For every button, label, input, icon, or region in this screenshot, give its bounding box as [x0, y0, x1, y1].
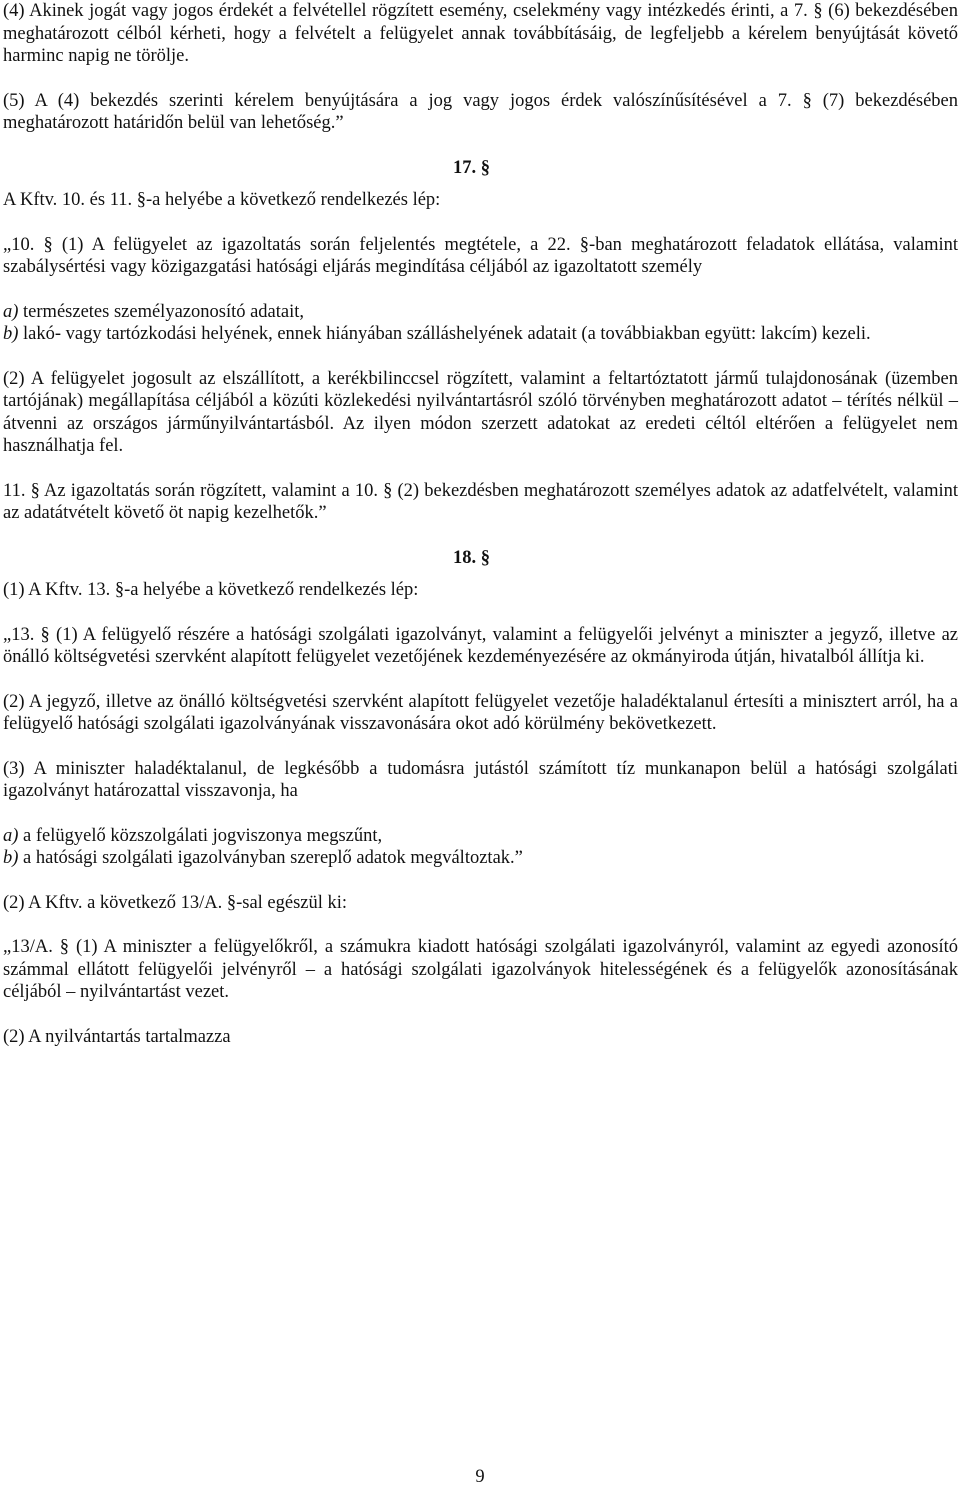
list-label-a2: a) — [3, 825, 19, 846]
list-text-b: lakó- vagy tartózkodási helyének, ennek hiányában szálláshelyének adatait (a továbbiakban együtt: lakcím) kezeli. — [18, 324, 871, 344]
section-13-paragraph-3: (3) A miniszter haladéktalanul, de legkésőbb a tudomásra jutástól számított tíz munkanapon belül a hatósági szolgálati igazolványt határozattal visszavonja, ha — [3, 758, 958, 801]
section-13a-paragraph-1: „13/A. § (1) A miniszter a felügyelőkről, a számukra kiadott hatósági szolgálati igazolványról, valamint az egyedi azonosító számmal ellátott felügyelői jelvényről – a hatósági szolgálati igazolványok hitelességének és a felügyelők azonosításának céljából – nyilvántartást vezet. — [3, 937, 958, 1002]
list-label-a: a) — [3, 301, 19, 322]
list-text-a2: a felügyelő közszolgálati jogviszonya megszűnt, — [18, 825, 383, 846]
section-10-paragraph-2: (2) A felügyelet jogosult az elszállított, a kerékbilinccsel rögzített, valamint a feltartóztatott jármű tulajdonosának (üzemben tartójának) megállapítása céljából a közúti közlekedési nyilvántartásról szóló törvényben meghatározott adatot – térítés nélkül – átvenni az országos járműnyilvántartásból. Az ilyen módon szerzett adatokat az eredeti céltól eltérően a felügyelet nem használhatja fel. — [3, 368, 958, 456]
amendment-intro-10-11: A Kftv. 10. és 11. §-a helyébe a következő rendelkezés lép: — [3, 190, 441, 210]
list-item-a-identity — [3, 301, 958, 324]
section-13-paragraph-1: „13. § (1) A felügyelő részére a hatósági szolgálati igazolványt, valamint a felügyelői jelvényt a miniszter a jegyző, illetve az önálló költségvetési szervként alapított felügyelet vezetőjének kezdeményezésére az okmányiroda útján, hivatalból állítja ki. — [3, 624, 958, 667]
paragraph-4-request-retention: (4) Akinek jogát vagy jogos érdekét a felvétellel rögzített esemény, cselekmény vagy intézkedés érinti, a 7. § (6) bekezdésében meghatározott célból kérheti, hogy a felvételt a felügyelet annak továbbításáig, de legfeljebb a kérelem benyújtását követő harminc napig ne törölje. — [3, 1, 958, 66]
section-10-paragraph-1: „10. § (1) A felügyelet az igazoltatás során feljelentés megtétele, a 22. §-ban meghatározott feladatok ellátása, valamint szabálysértési vagy közigazgatási hatósági eljárás megindítása céljából az igazoltatott személy — [3, 234, 958, 277]
list-label-b2: b) — [3, 848, 19, 868]
section-13a-paragraph-2: (2) A nyilvántartás tartalmazza — [3, 1026, 231, 1047]
list-text-a: természetes személyazonosító adatait, — [18, 301, 305, 322]
section-heading-17: 17. § — [453, 157, 490, 178]
amendment-intro-13: (1) A Kftv. 13. §-a helyébe a következő rendelkezés lép: — [3, 580, 419, 600]
paragraph-5-deadline: (5) A (4) bekezdés szerinti kérelem benyújtására a jog vagy jogos érdek valószínűsítésével a 7. § (7) bekezdésében meghatározott határidőn belül van lehetőség.” — [3, 90, 958, 133]
list-item-b-address — [3, 323, 958, 346]
list-item-a-employment — [3, 825, 958, 848]
page-number: 9 — [475, 1467, 485, 1487]
document-page — [3, 0, 958, 1048]
section-heading-18: 18. § — [453, 547, 490, 568]
section-13-paragraph-2: (2) A jegyző, illetve az önálló költségvetési szervként alapított felügyelet vezetője haladéktalanul értesíti a minisztert arról, ha a felügyelő hatósági szolgálati igazolványának visszavonására okot adó körülmény bekövetkezett. — [3, 691, 958, 734]
list-text-b2: a hatósági szolgálati igazolványban szereplő adatok megváltoztak.” — [18, 848, 523, 868]
section-11: 11. § Az igazoltatás során rögzített, valamint a 10. § (2) bekezdésben meghatározott személyes adatok az adatfelvételt, valamint az adatátvételt követő öt napig kezelhetők.” — [3, 480, 958, 523]
list-item-b-data-changed — [3, 847, 958, 870]
list-label-b: b) — [3, 324, 19, 344]
amendment-intro-13a: (2) A Kftv. a következő 13/A. §-sal egészül ki: — [3, 892, 348, 913]
